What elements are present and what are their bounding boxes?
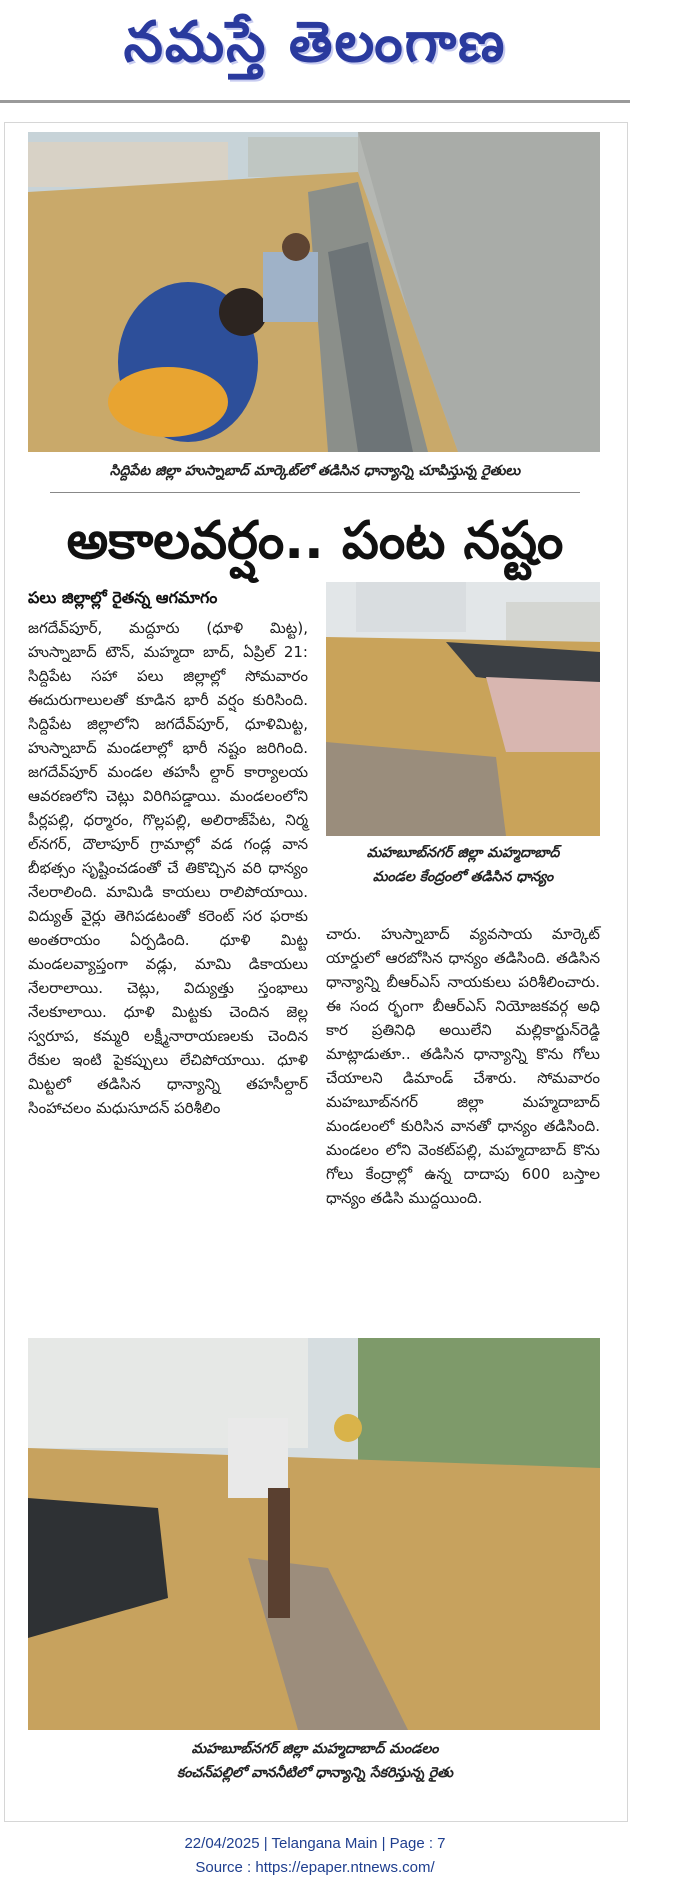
article-right-column: చారు. హుస్నాబాద్ వ్యవసాయ మార్కెట్ యార్డులో ఆరబోసిన ధాన్యం తడిసింది. తడిసిన ధాన్యాన్ని బీఆర్‌ఎస్ నాయకులు పరిశీలించారు. ఈ సంద ర్భంగా బీఆర్‌ఎస్ నియోజకవర్గ అధి కార ప్రతినిధి అయిలేని మల్లికార్జున్‌రెడ్డి మాట్లాడుతూ.. తడిసిన ధాన్యాన్ని కొను గోలు చేయాలని డిమాండ్ చేశారు. సోమవారం మహబూబ్‌నగర్ జిల్లా మహ్మదాబాద్ మండలంలో కురిసిన వానతో ధాన్యం తడిసింది. మండలం లోని వెంకట్‌పల్లి, మహ్మదాబాద్ కొను గోలు కేంద్రాల్లో ఉన్న దాదాపు 600 బస్తాల ధాన్యం తడిసి ముద్దయింది. (326, 925, 600, 1207)
bottom-photo-caption-line2: కంచన్‌పల్లిలో వాననీటిలో ధాన్యాన్ని సేకరిస్తున్న రైతు (177, 1765, 453, 1781)
bottom-photo (28, 1338, 600, 1730)
top-photo (28, 132, 600, 452)
top-photo-caption: సిద్దిపేట జిల్లా హుస్నాబాద్ మార్కెట్‌లో తడిసిన ధాన్యాన్ని చూపిస్తున్న రైతులు (109, 463, 521, 479)
footer-source-link[interactable]: Source : https://epaper.ntnews.com/ (195, 1859, 435, 1876)
right-photo-caption-line2: మండల కేంద్రంలో తడిసిన ధాన్యం (372, 869, 554, 885)
caption-divider (50, 492, 580, 493)
bottom-photo-caption-line1: మహబూబ్‌నగర్ జిల్లా మహ్మదాబాద్ మండలం (191, 1741, 439, 1757)
footer-date-page: 22/04/2025 | Telangana Main | Page : 7 (184, 1835, 446, 1852)
subheading: పలు జిల్లాల్లో రైతన్న ఆగమాగం (28, 588, 218, 607)
footer (0, 1832, 630, 1880)
right-photo-caption-line1: మహబూబ్‌నగర్ జిల్లా మహ్మదాబాద్ (366, 845, 560, 861)
article-left-column: జగదేవ్‌పూర్, మద్దూరు (ధూళి మిట్ట), హుస్నాబాద్ టౌన్, మహ్మదా బాద్, ఏప్రిల్ 21: సిద్దిపేట సహా పలు జిల్లాల్లో సోమవారం ఈదురుగాలులతో కూడిన భారీ వర్షం కురిసింది. సిద్దిపేట జిల్లాలోని జగదేవ్‌పూర్, ధూళిమిట్ట, హుస్నాబాద్ మండలాల్లో భారీ నష్టం జరిగింది. జగదేవ్‌పూర్ మండల తహసీ ల్దార్ కార్యాలయ ఆవరణలోని చెట్లు విరిగిపడ్డాయి. మండలంలోని పీర్లపల్లి, ధర్మారం, గొల్లపల్లి, అలిరాజ్‌పేట, నిర్మ ల్‌నగర్, దౌలాపూర్ గ్రామాల్లో వడ గండ్ల వాన బీభత్సం సృష్టించడంతో చే తికొచ్చిన వరి ధాన్యం నేలరాలింది. మామిడి కాయలు రాలిపోయాయి. విద్యుత్ వైర్లు తెగిపడటంతో కరెంట్ సర ఫరాకు అంతరాయం ఏర్పడింది. ధూళి మిట్ట మండలవ్యాప్తంగా వడ్లు, మామి డికాయలు నేలరాలాయి. చెట్లు, విద్యుత్తు స్తంభాలు నేలకూలాయి. ధూళి మిట్టకు చెందిన జెల్ల స్వరూప, కమ్మరి లక్ష్మీనారాయణలకు చెందిన రేకుల ఇంటి పైకప్పులు లేచిపోయాయి. ధూళి మిట్టలో తడిసిన ధాన్యాన్ని తహసీల్దార్ సింహాచలం మధుసూదన్ పరిశీలిం (28, 619, 308, 1117)
masthead (0, 0, 630, 103)
newspaper-logo: నమస్తే తెలంగాణ (123, 10, 507, 75)
headline: అకాలవర్షం.. పంట నష్టం (66, 511, 564, 571)
right-photo (326, 582, 600, 836)
